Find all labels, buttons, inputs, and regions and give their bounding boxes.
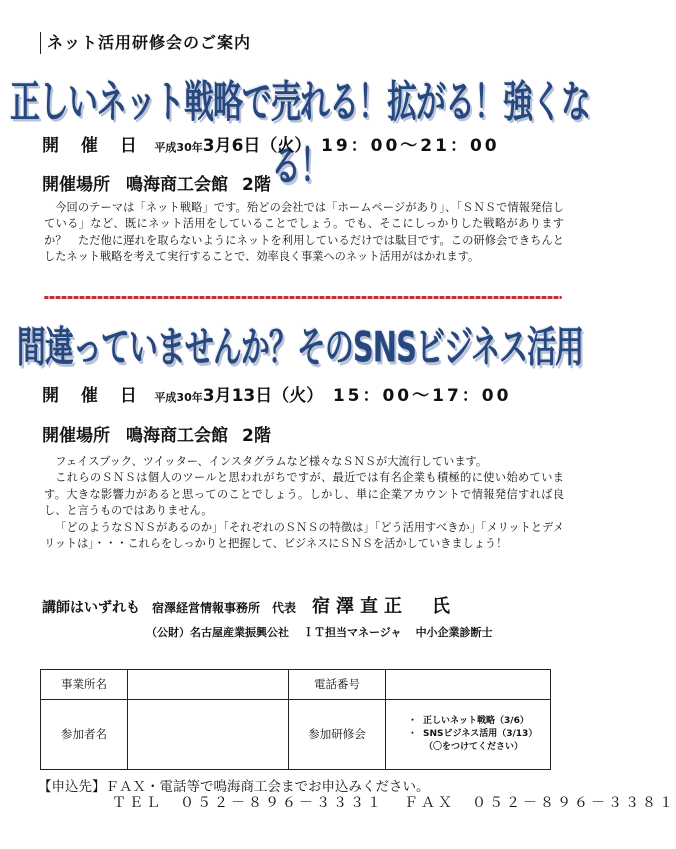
course-options[interactable]: [386, 699, 551, 769]
office-field[interactable]: [128, 670, 289, 700]
course-note: （〇をつけてください）: [424, 741, 524, 752]
course-label: 参加研修会: [289, 699, 386, 769]
seminar2-description: [44, 454, 564, 552]
venue-label: 開催場所: [42, 426, 110, 446]
course-option[interactable]: ・ SNSビジネス活用（3/13）: [408, 728, 550, 741]
flyer-title: ネット活用研修会のご案内: [40, 32, 287, 54]
schedule-time: 19：00～21：00: [320, 136, 500, 156]
course-option[interactable]: ・ 正しいネット戦略（3/6）: [408, 715, 550, 728]
seminar2-headline: 間違っていませんか？そのSNSビジネス活用: [16, 322, 584, 372]
seminar2-schedule: [42, 381, 511, 406]
schedule-label: 開 催 日: [42, 136, 145, 156]
phone-field[interactable]: [386, 670, 551, 700]
schedule-time: 15：00～17：00: [332, 386, 512, 406]
paragraph: 今回のテーマは「ネット戦略」です。殆どの会社では「ホームページがあり」、「ＳＮＳで情報発信している」など、既にネット活用をしていることでしょう。でも、そこにしっかりした戦略がありますか？ ただ他に遅れを取らないようにネットを利用しているだけでは駄目です。この研修会できちんとしたネット戦略を考えて実行することで、効率良く事業へのネット活用がはかれます。: [44, 201, 564, 264]
seminar2-venue: [42, 421, 271, 446]
application-form: [40, 669, 551, 770]
schedule-date: 3月6日（火）: [202, 136, 312, 156]
seminar1-schedule: [42, 131, 500, 156]
venue-label: 開催場所: [42, 175, 110, 195]
lecturer-role: 代表: [272, 601, 297, 615]
schedule-date: 3月13日（火）: [202, 386, 324, 406]
participant-label: 参加者名: [41, 699, 128, 769]
venue-name: 鳴海商工会館: [126, 426, 228, 446]
office-label: 事業所名: [41, 670, 128, 700]
participant-field[interactable]: [128, 699, 289, 769]
seminar1-venue: [42, 170, 271, 195]
paragraph: これらのＳＮＳは個人のツールと思われがちですが、最近では有名企業も積極的に使い始めています。大きな影響力があると思ってのことでしょう。しかし、単に企業アカウントで情報発信すれば良し、と言うものではありません。: [44, 471, 564, 518]
lecturer-affiliations: [146, 624, 507, 640]
application-instructions: 【申込先】ＦＡＸ・電話等で鳴海商工会までお申込みください。: [38, 779, 430, 795]
venue-floor: 2階: [242, 175, 271, 195]
lecturer-name: 宿澤直正 氏: [312, 596, 457, 617]
lecturer-office: 宿澤経営情報事務所: [152, 601, 261, 615]
schedule-era: 平成30年: [154, 141, 203, 154]
paragraph: 「どのようなＳＮＳがあるのか」「それぞれのＳＮＳの特徴は」「どう活用すべきか」「メリットとデメリットは」・・・これらをしっかりと把握して、ビジネスにＳＮＳを活かしていきましょう！: [44, 520, 564, 551]
lecturer-label: 講師はいずれも: [42, 600, 140, 616]
affiliation: 中小企業診断士: [415, 626, 493, 639]
paragraph: フェイスブック、ツイッター、インスタグラムなど様々なＳＮＳが大流行しています。: [55, 455, 488, 468]
contact-numbers: [112, 792, 676, 812]
seminar1-description: [44, 200, 564, 266]
affiliation: ＩＴ担当マネージャ: [303, 626, 402, 639]
schedule-era: 平成30年: [154, 391, 203, 404]
venue-name: 鳴海商工会館: [126, 175, 228, 195]
tel-number: ＴＥＬ ０５２－８９６－３３３１: [112, 795, 384, 811]
seminar1-headline: 正しいネット戦略で売れる！拡がる！強くなる！: [10, 77, 590, 193]
section-divider: [44, 296, 562, 299]
venue-floor: 2階: [242, 426, 271, 446]
schedule-label: 開 催 日: [42, 386, 145, 406]
lecturer-line: [42, 592, 456, 618]
fax-number: ＦＡＸ ０５２－８９６－３３８１: [404, 795, 676, 811]
affiliation: （公財）名古屋産業振興公社: [146, 626, 289, 639]
phone-label: 電話番号: [289, 670, 386, 700]
